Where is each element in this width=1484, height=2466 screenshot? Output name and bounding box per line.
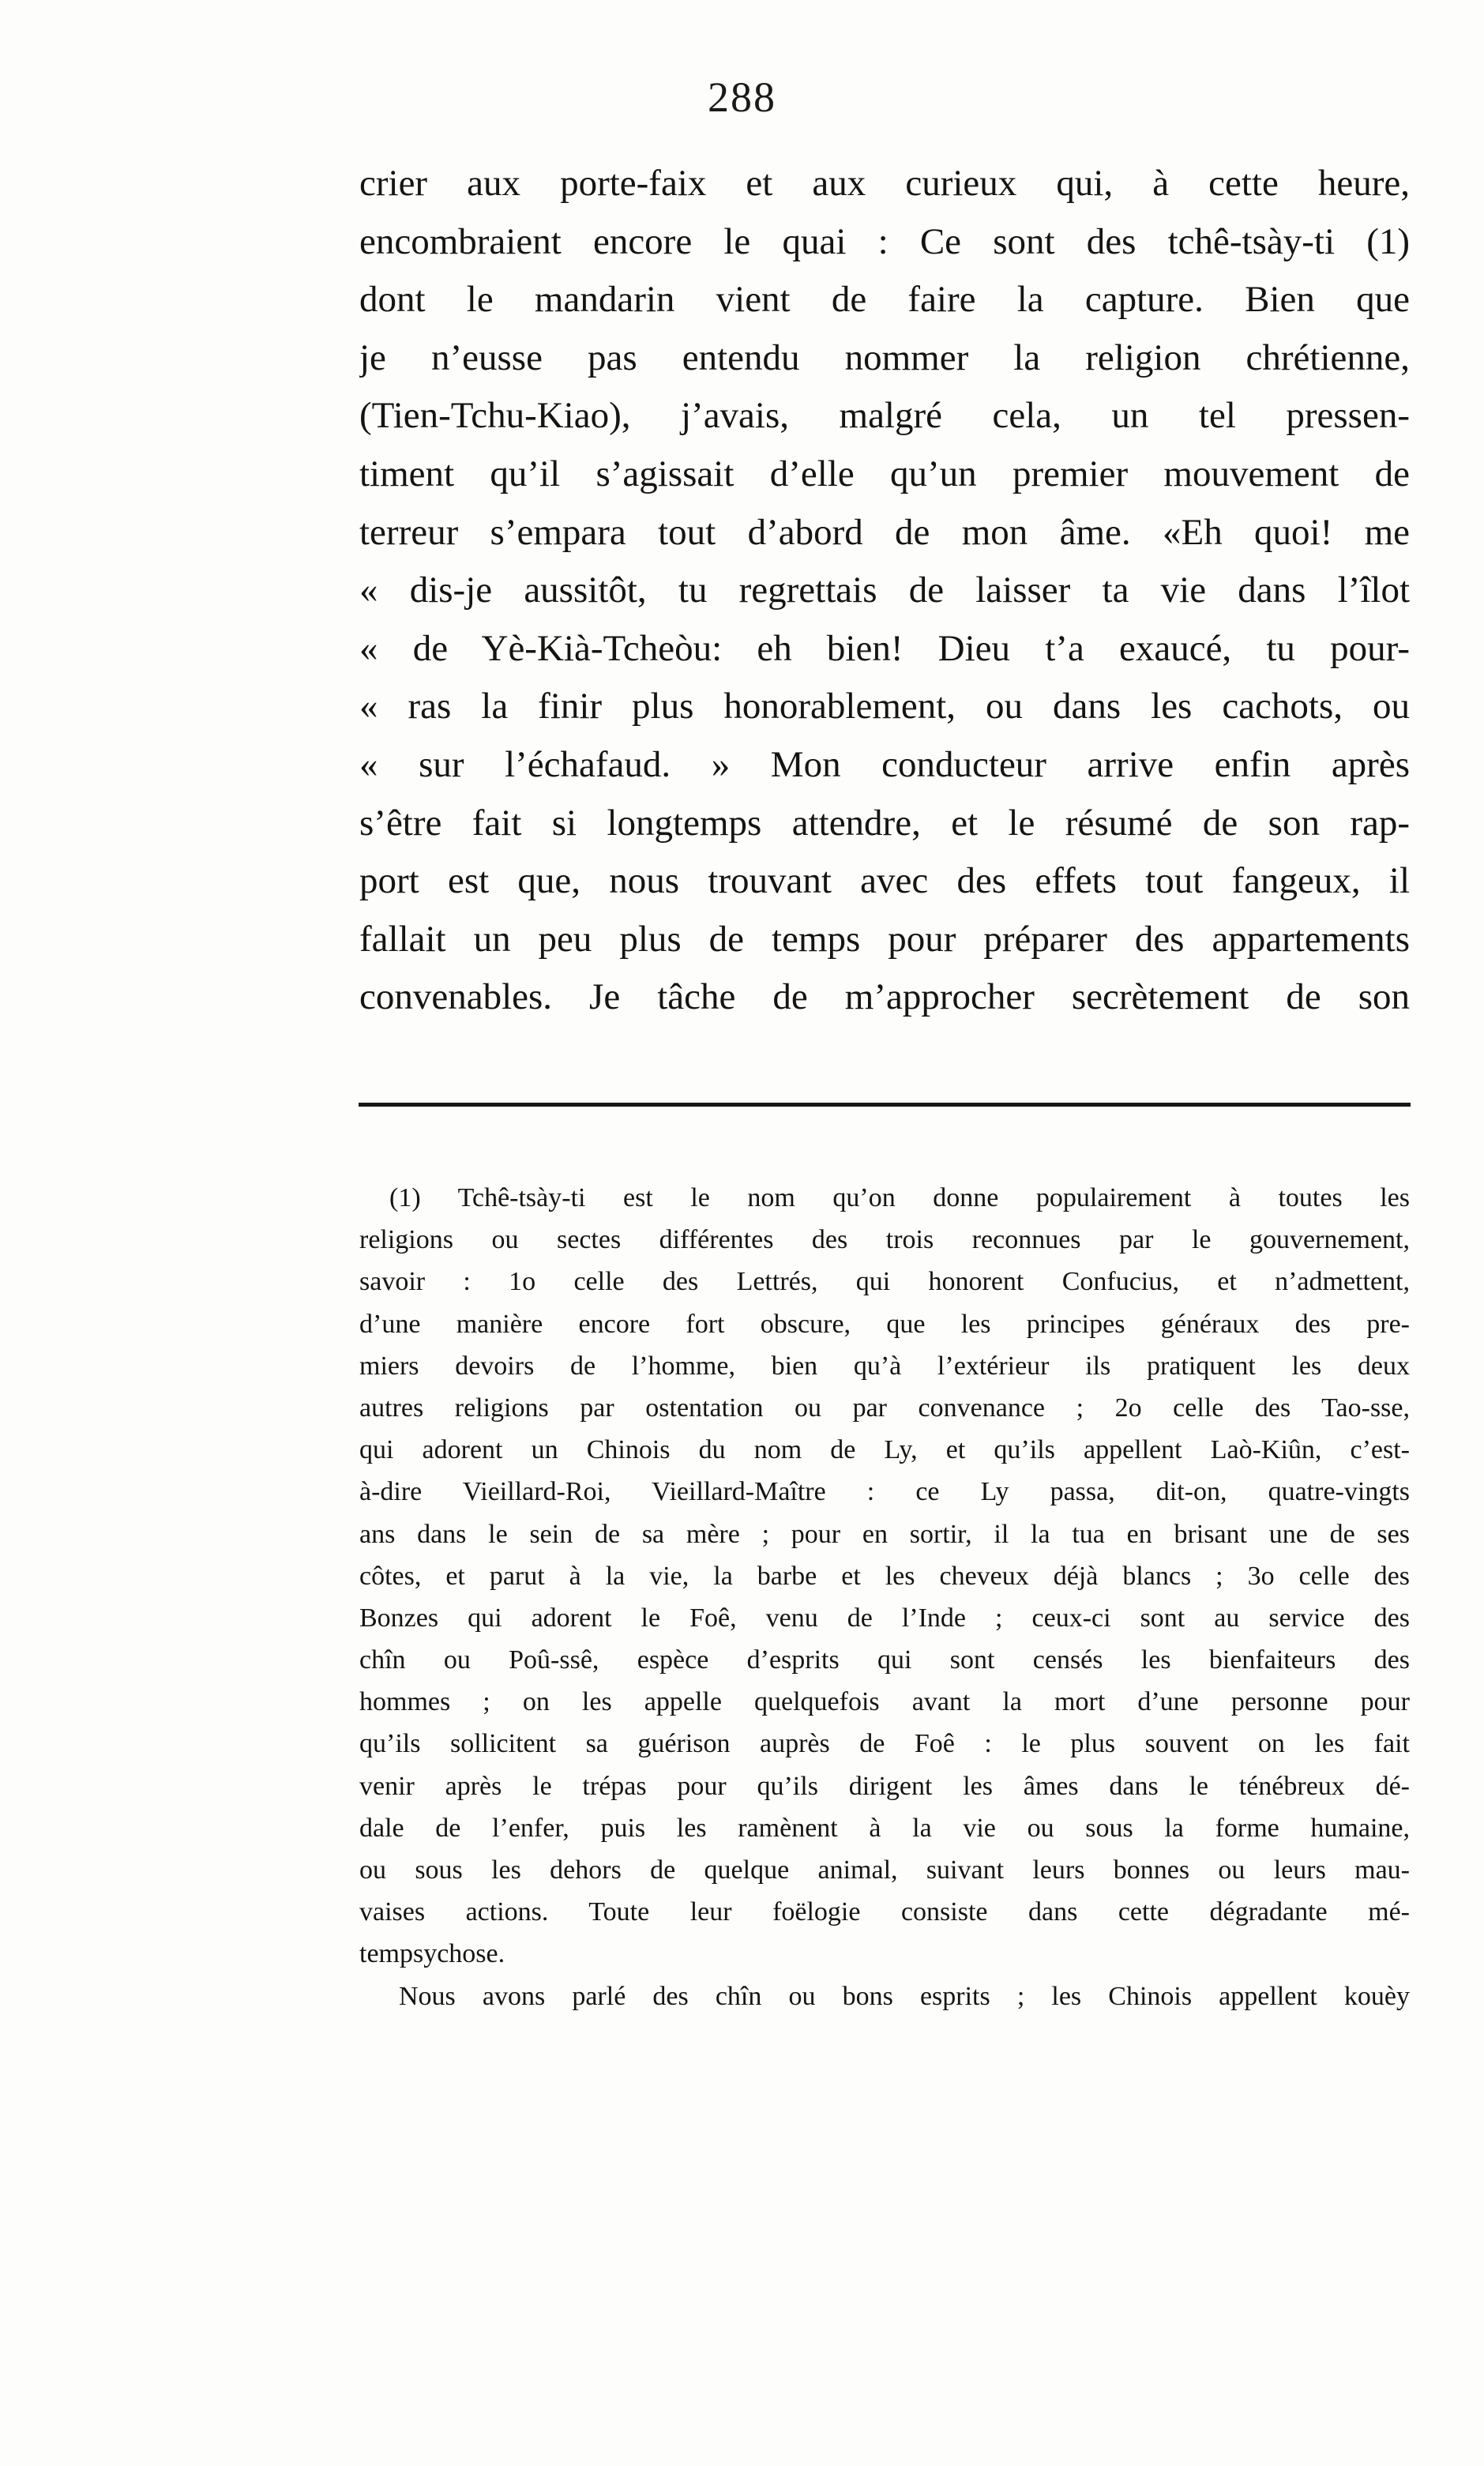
footnote-line: Nous avons parlé des chîn ou bons esprits ; les Chinois appellent kouèy bbox=[399, 1981, 1410, 2011]
text-line: je n’eusse pas entendu nommer la religion chrétienne, bbox=[359, 336, 1410, 378]
footnote-line: chîn ou Poû-ssê, espèce d’esprits qui sont censés les bienfaiteurs des bbox=[359, 1645, 1410, 1675]
footnote-line: qu’ils sollicitent sa guérison auprès de Foê : le plus souvent on les fait bbox=[359, 1729, 1410, 1759]
text-line: « sur l’échafaud. » Mon conducteur arrive enfin après bbox=[359, 743, 1410, 785]
text-line: crier aux porte-faix et aux curieux qui, à cette heure, bbox=[359, 163, 1410, 204]
page-number: 288 bbox=[708, 73, 776, 121]
text-line: timent qu’il s’agissait d’elle qu’un premier mouvement de bbox=[359, 453, 1410, 494]
footnote-line: (1) Tchê-tsày-ti est le nom qu’on donne populairement à toutes les bbox=[389, 1183, 1410, 1212]
text-line: « dis-je aussitôt, tu regrettais de laisser ta vie dans l’îlot bbox=[359, 570, 1410, 611]
footnote-line: venir après le trépas pour qu’ils dirigent les âmes dans le ténébreux dé- bbox=[359, 1771, 1410, 1801]
footnote-line: religions ou sectes différentes des trois reconnues par le gouvernement, bbox=[359, 1225, 1410, 1255]
text-line: encombraient encore le quai : Ce sont des tchê-tsày-ti (1) bbox=[359, 220, 1410, 262]
text-line: s’être fait si longtemps attendre, et le résumé de son rap- bbox=[359, 802, 1410, 844]
footnote-line: miers devoirs de l’homme, bien qu’à l’extérieur ils pratiquent les deux bbox=[359, 1351, 1410, 1381]
text-line: convenables. Je tâche de m’approcher secrètement de son bbox=[359, 976, 1410, 1018]
text-line: « ras la finir plus honorablement, ou dans les cachots, ou bbox=[359, 686, 1410, 727]
main-text bbox=[359, 155, 1410, 1027]
footnote-line: à-dire Vieillard-Roi, Vieillard-Maître : ce Ly passa, dit-on, quatre-vingts bbox=[359, 1477, 1410, 1507]
text-line: (Tien-Tchu-Kiao), j’avais, malgré cela, un tel pressen- bbox=[359, 395, 1410, 437]
footnote-line: qui adorent un Chinois du nom de Ly, et qu’ils appellent Laò-Kiûn, c’est- bbox=[359, 1435, 1410, 1465]
footnote-line: Bonzes qui adorent le Foê, venu de l’Inde ; ceux-ci sont au service des bbox=[359, 1603, 1410, 1633]
footnote-line: côtes, et parut à la vie, la barbe et les cheveux déjà blancs ; 3o celle des bbox=[359, 1561, 1410, 1591]
footnote-line: hommes ; on les appelle quelquefois avant la mort d’une personne pour bbox=[359, 1687, 1410, 1717]
text-line: « de Yè-Kià-Tcheòu: eh bien! Dieu t’a exaucé, tu pour- bbox=[359, 627, 1410, 669]
footnote-divider bbox=[359, 1103, 1411, 1107]
text-line: terreur s’empara tout d’abord de mon âme. «Eh quoi! me bbox=[359, 511, 1410, 553]
text-line: fallait un peu plus de temps pour préparer des appartements bbox=[359, 918, 1410, 960]
footnote bbox=[359, 1177, 1410, 2017]
text-line: port est que, nous trouvant avec des effets tout fangeux, il bbox=[359, 860, 1410, 902]
footnote-line: autres religions par ostentation ou par convenance ; 2o celle des Tao-sse, bbox=[359, 1393, 1410, 1423]
text-line: dont le mandarin vient de faire la capture. Bien que bbox=[359, 279, 1410, 321]
footnote-line: ou sous les dehors de quelque animal, suivant leurs bonnes ou leurs mau- bbox=[359, 1855, 1410, 1885]
footnote-line: dale de l’enfer, puis les ramènent à la vie ou sous la forme humaine, bbox=[359, 1813, 1410, 1843]
footnote-line: vaises actions. Toute leur foëlogie consiste dans cette dégradante mé- bbox=[359, 1897, 1410, 1927]
footnote-line: savoir : 1o celle des Lettrés, qui honorent Confucius, et n’admettent, bbox=[359, 1267, 1410, 1297]
footnote-line: ans dans le sein de sa mère ; pour en sortir, il la tua en brisant une de ses bbox=[359, 1519, 1410, 1549]
footnote-line: tempsychose. bbox=[359, 1939, 505, 1969]
footnote-line: d’une manière encore fort obscure, que les principes généraux des pre- bbox=[359, 1309, 1410, 1339]
